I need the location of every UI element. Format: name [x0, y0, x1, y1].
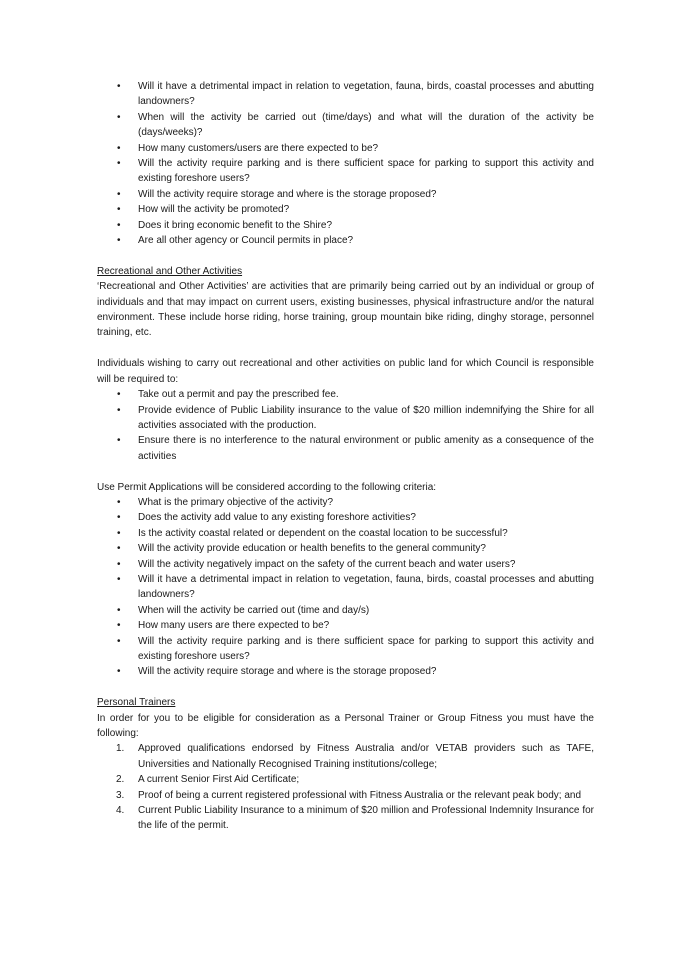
bullet-icon: •	[117, 512, 121, 524]
bullet-icon: •	[117, 527, 121, 539]
bullet-icon: •	[117, 543, 121, 555]
list-item: • Does the activity add value to any existing foreshore activities?	[97, 510, 594, 525]
list-number: 1.	[116, 743, 125, 755]
list-item: • Ensure there is no interference to the natural environment or public amenity as a consequence of the activities	[117, 435, 594, 462]
bullet-icon: •	[117, 188, 121, 200]
bullet-icon: •	[117, 404, 121, 416]
list-item: • Will the activity provide education or health benefits to the general community?	[97, 541, 594, 556]
assessment-criteria-list	[97, 79, 594, 248]
list-item: 2. A current Senior First Aid Certificate;	[97, 772, 594, 787]
bullet-icon: •	[117, 219, 121, 231]
bullet-icon: •	[117, 204, 121, 216]
bullet-icon: •	[117, 81, 121, 92]
list-item: • Will it have a detrimental impact in relation to vegetation, fauna, birds, coastal processes and abutting landowners?	[117, 81, 594, 108]
list-item: • When will the activity be carried out (time/days) and what will the duration of the activity be (days/weeks)?	[117, 111, 594, 139]
bullet-icon: •	[117, 666, 121, 678]
list-item: • Take out a permit and pay the prescribed fee.	[97, 387, 594, 402]
list-item: • Will the activity require storage and where is the storage proposed?	[97, 664, 594, 679]
list-item: • How will the activity be promoted?	[97, 202, 594, 217]
recreational-intro: ‘Recreational and Other Activities’ are activities that are primarily being carried out by an individual or group of individuals and that may impact on current users, existing businesses, physical infrastructure and/or the natural environment. These include horse riding, horse training, group mountain bike riding, dinghy storage, personnel training, etc.	[97, 281, 594, 339]
bullet-icon: •	[117, 235, 121, 247]
bullet-icon: •	[117, 558, 121, 570]
list-number: 3.	[116, 789, 125, 801]
list-item: • How many users are there expected to be?	[97, 618, 594, 633]
list-item: • Will the activity require parking and is there sufficient space for parking to support this activity and existing foreshore users?	[117, 158, 594, 185]
list-item: • Are all other agency or Council permits in place?	[97, 233, 594, 248]
list-item: • Is the activity coastal related or dependent on the coastal location to be successful?	[97, 526, 594, 541]
list-number: 4.	[116, 805, 125, 817]
bullet-icon: •	[117, 158, 121, 170]
bullet-icon: •	[117, 496, 121, 508]
bullet-icon: •	[117, 435, 121, 447]
requirements-intro: Individuals wishing to carry out recreational and other activities on public land for which Council is responsible will be required to:	[97, 358, 594, 385]
criteria-list	[97, 495, 594, 680]
list-item: • Will the activity require parking and is there sufficient space for parking to support this activity and existing foreshore users?	[117, 635, 594, 662]
list-number: 2.	[116, 774, 125, 786]
section-heading-recreational: Recreational and Other Activities	[97, 265, 243, 277]
list-item: • Will the activity negatively impact on the safety of the current beach and water users?	[97, 557, 594, 572]
list-item: 3. Proof of being a current registered professional with Fitness Australia or the relevant peak body; and	[97, 788, 594, 803]
bullet-icon: •	[117, 142, 121, 154]
bullet-icon: •	[117, 573, 121, 585]
list-item: • How many customers/users are there expected to be?	[97, 141, 594, 156]
bullet-icon: •	[117, 389, 121, 401]
bullet-icon: •	[117, 111, 121, 123]
list-item: 4. Current Public Liability Insurance to a minimum of $20 million and Professional Indemnity Insurance for the life of the permit.	[116, 805, 594, 832]
section-heading-personal-trainers: Personal Trainers	[97, 697, 176, 709]
requirements-list	[97, 387, 594, 464]
page-content	[97, 79, 594, 834]
list-item: • Will it have a detrimental impact in relation to vegetation, fauna, birds, coastal processes and abutting landowners?	[117, 573, 594, 601]
criteria-intro: Use Permit Applications will be considered according to the following criteria:	[97, 481, 437, 493]
bullet-icon: •	[117, 620, 121, 632]
list-item: • Will the activity require storage and where is the storage proposed?	[97, 187, 594, 202]
list-item: • What is the primary objective of the activity?	[97, 495, 594, 510]
list-item: • Does it bring economic benefit to the Shire?	[97, 218, 594, 233]
trainers-requirements-list	[97, 741, 594, 833]
list-item: • When will the activity be carried out (time and day/s)	[97, 603, 594, 618]
list-item: • Provide evidence of Public Liability insurance to the value of $20 million indemnifying the Shire for all activities associated with the production.	[117, 404, 594, 431]
bullet-icon: •	[117, 635, 121, 647]
bullet-icon: •	[117, 604, 121, 616]
trainers-intro: In order for you to be eligible for consideration as a Personal Trainer or Group Fitness you must have the following:	[97, 712, 594, 739]
list-item: 1. Approved qualifications endorsed by Fitness Australia and/or VETAB providers such as TAFE, Universities and Nationally Recognised Training institutions/college;	[116, 743, 594, 770]
